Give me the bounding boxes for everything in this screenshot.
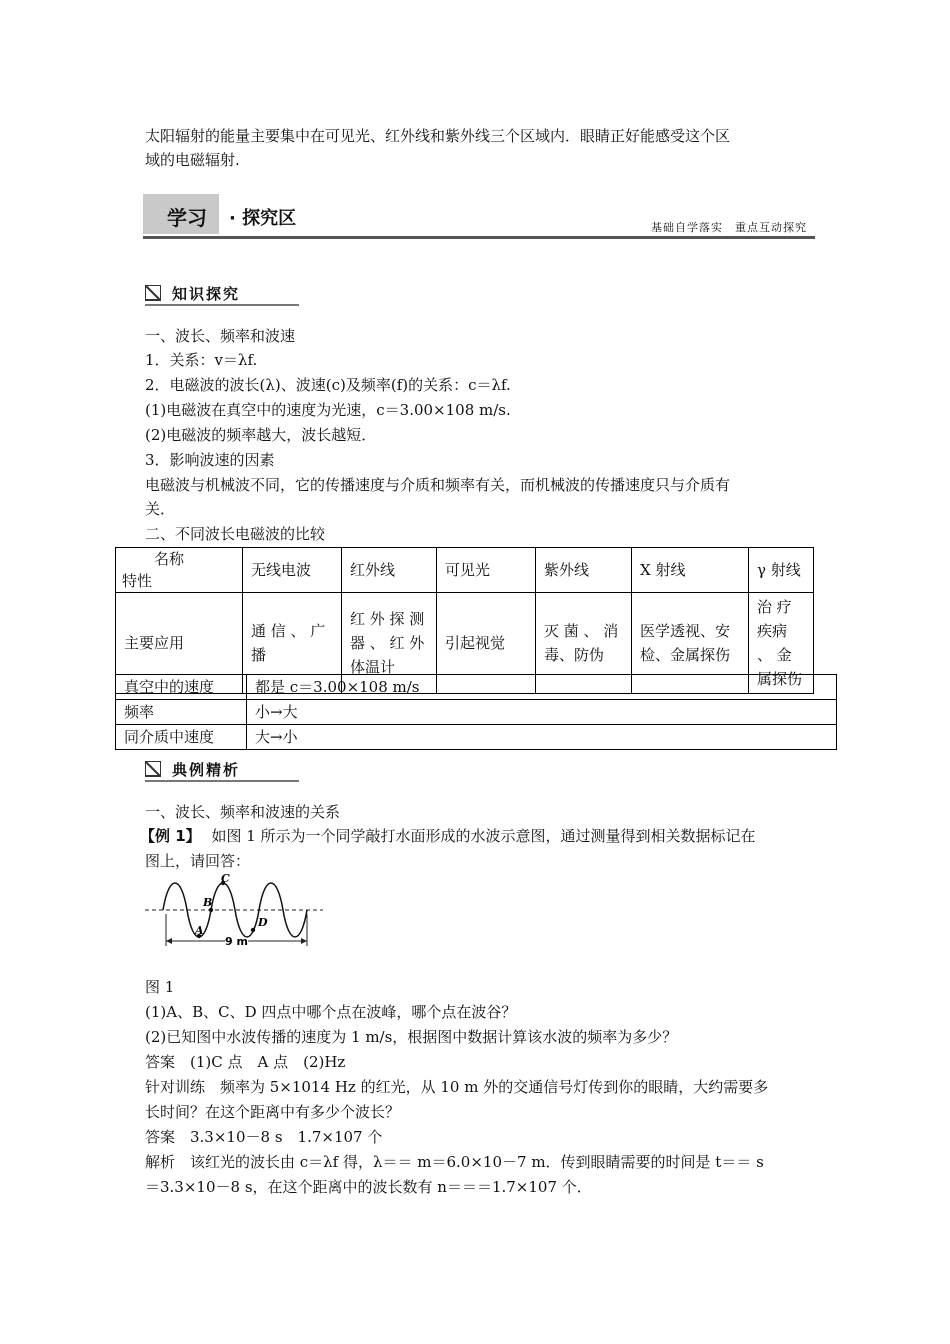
example-line-2: 图上，请回答： [145,852,251,870]
example-line-1 [140,824,756,848]
knowledge-heading-label: 知识探究 [172,285,241,303]
table-header-cell: 红外线 [342,548,437,593]
table-row-label: 主要应用 [116,593,243,694]
practice-line-1: 针对训练 频率为 5×1014 Hz 的红光，从 10 m 外的交通信号灯传到你的眼睛，大约需要多 [145,1078,769,1096]
label-d: D [258,916,268,929]
table-header-cell: X 射线 [632,548,749,593]
table-row [116,700,837,725]
table-cell: 治 疗 疾病 、 金属探伤 [749,593,814,694]
table-row-label: 频率 [116,700,247,725]
diagonal-box-icon [145,761,161,777]
label-a: A [195,924,204,937]
text-line: 1．关系：v＝λf. [145,351,258,369]
table-row-label: 真空中的速度 [116,675,247,700]
table-header-cell: 可见光 [437,548,536,593]
examples-heading-label: 典例精析 [172,761,241,779]
intro-line-2: 域的电磁辐射. [145,151,240,169]
arrow-left [166,938,172,944]
table-cell: 引起视觉 [437,593,536,694]
table-header-cell: 紫外线 [536,548,632,593]
banner-rule [143,236,815,239]
text-line: (1)电磁波在真空中的速度为光速，c＝3.00×108 m/s. [145,401,511,419]
table-cell: 小→大 [247,700,837,725]
banner-subtitle: · 探究区 [229,208,297,229]
length-label: 9 m [225,935,248,948]
question-2: (2)已知图中水波传播的速度为 1 m/s，根据图中数据计算该水波的频率为多少？ [145,1028,678,1046]
table-cell: 红 外 探 测器 、 红 外体温计 [342,593,437,694]
arrow-right [301,938,307,944]
table-header-row [116,548,814,593]
text-line: 关． [145,500,176,518]
banner-title: 学习 [167,206,207,230]
table-row [116,675,837,700]
comparison-table [115,547,814,694]
diagonal-box-icon [145,285,161,301]
answer-2: 答案 3.3×10－8 s 1.7×107 个 [145,1128,383,1146]
question-1: (1)A、B、C、D 四点中哪个点在波峰，哪个点在波谷？ [145,1003,517,1021]
water-wave-figure [145,874,325,950]
table-cell: 通 信 、 广播 [243,593,342,694]
comparison-table-lower [115,674,837,750]
text-line: 电磁波与机械波不同，它的传播速度与介质和频率有关，而机械波的传播速度只与介质有 [145,476,731,494]
analysis-line-2: ＝3.3×10－8 s，在这个距离中的波长数有 n＝＝＝1.7×107 个． [145,1178,592,1196]
table-corner-cell [116,548,243,593]
heading-underline [145,780,299,782]
label-c: C [221,874,230,885]
intro-line-1: 太阳辐射的能量主要集中在可见光、红外线和紫外线三个区域内．眼睛正好能感受这个区 [145,127,731,145]
table-row [116,725,837,750]
answer-1: 答案 (1)C 点 A 点 (2)Hz [145,1053,346,1071]
corner-top-label: 名称 [154,550,185,568]
corner-bottom-label: 特性 [122,572,153,590]
practice-line-2: 长时间？在这个距离中有多少个波长？ [145,1103,401,1121]
point-d [251,928,255,932]
table-cell: 灭 菌 、 消毒、防伪 [536,593,632,694]
analysis-line-1: 解析 该红光的波长由 c＝λf 得，λ＝＝ m＝6.0×10－7 m．传到眼睛需要的时间是 t＝＝ s [145,1153,764,1171]
table-cell: 大→小 [247,725,837,750]
subheading-relation: 一、波长、频率和波速的关系 [145,803,341,821]
figure-caption: 图 1 [145,978,175,996]
table-cell: 医学透视、安检、金属探伤 [632,593,749,694]
banner-right-text: 基础自学落实 重点互动探究 [651,221,807,234]
examples-heading [145,759,299,783]
knowledge-heading [145,283,299,307]
label-b: B [203,896,213,909]
subheading-comparison: 二、不同波长电磁波的比较 [145,525,326,543]
heading-underline [145,304,299,306]
example-tag: 【例 1】 [140,827,201,845]
example-text: 如图 1 所示为一个同学敲打水面形成的水波示意图，通过测量得到相关数据标记在 [211,827,756,845]
text-line: 3．影响波速的因素 [145,451,275,469]
table-row-label: 同介质中速度 [116,725,247,750]
subheading-wavelength: 一、波长、频率和波速 [145,327,296,345]
table-header-cell: 无线电波 [243,548,342,593]
table-header-cell: γ 射线 [749,548,814,593]
text-line: 2．电磁波的波长(λ)、波速(c)及频率(f)的关系：c＝λf. [145,376,511,394]
study-section-banner [143,194,815,240]
table-cell: 都是 c＝3.00×108 m/s [247,675,837,700]
text-line: (2)电磁波的频率越大，波长越短． [145,426,377,444]
